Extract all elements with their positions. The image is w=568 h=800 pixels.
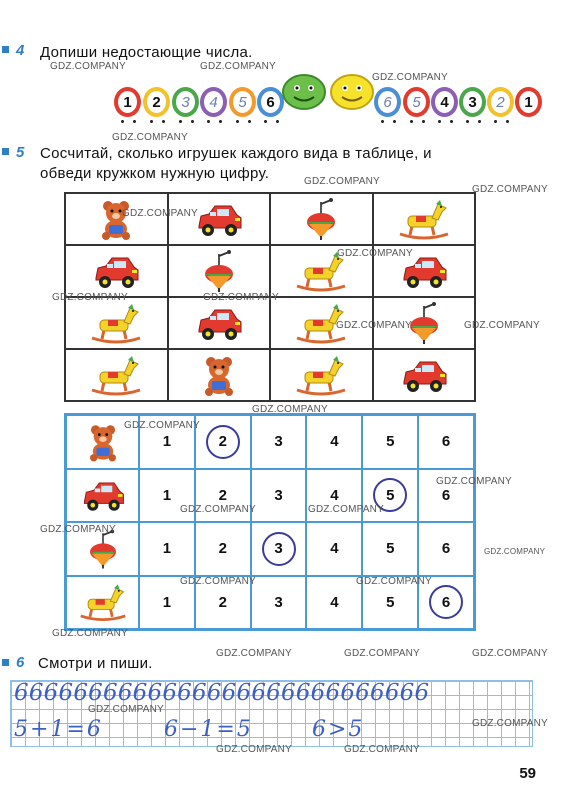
toy-cell	[168, 245, 271, 297]
count-option[interactable]: 4	[306, 576, 362, 630]
watermark: GDZ.COMPANY	[52, 292, 128, 303]
watermark: GDZ.COMPANY	[52, 628, 128, 639]
count-option[interactable]: 5	[362, 576, 418, 630]
toy-cell	[373, 349, 476, 401]
bear-icon	[88, 198, 144, 240]
watermark: GDZ.COMPANY	[203, 292, 279, 303]
count-option[interactable]: 1	[139, 576, 195, 630]
count-option[interactable]: 2	[195, 576, 251, 630]
car-icon	[191, 302, 247, 344]
watermark: GDZ.COMPANY	[216, 744, 292, 755]
watermark: GDZ.COMPANY	[436, 476, 512, 487]
bubble-4: 4	[200, 87, 227, 117]
count-option-circled[interactable]: 5	[362, 469, 418, 523]
caterpillar-yellow-head-icon	[328, 72, 376, 112]
watermark: GDZ.COMPANY	[372, 72, 448, 83]
toy-cell	[270, 193, 373, 245]
horse-icon	[396, 198, 452, 240]
task6-instruction: Смотри и пиши.	[38, 655, 153, 672]
watermark: GDZ.COMPANY	[472, 718, 548, 729]
task5-bullet	[2, 148, 9, 155]
count-table	[64, 413, 476, 631]
watermark: GDZ.COMPANY	[112, 132, 188, 143]
horse-icon	[88, 354, 144, 396]
toy-cell	[168, 297, 271, 349]
bear-icon	[77, 422, 129, 462]
watermark: GDZ.COMPANY	[180, 576, 256, 587]
count-option[interactable]: 2	[195, 522, 251, 576]
bear-icon	[191, 354, 247, 396]
count-option[interactable]: 3	[251, 469, 307, 523]
task4-instruction: Допиши недостающие числа.	[40, 44, 253, 61]
toy-cell	[65, 193, 168, 245]
top-icon	[191, 250, 247, 292]
watermark: GDZ.COMPANY	[356, 576, 432, 587]
watermark: GDZ.COMPANY	[464, 320, 540, 331]
toy-cell	[65, 349, 168, 401]
bubble-6: 6	[257, 87, 284, 117]
watermark: GDZ.COMPANY	[50, 61, 126, 72]
horse-icon	[77, 582, 129, 622]
count-option[interactable]: 1	[139, 415, 195, 469]
count-option[interactable]: 4	[306, 415, 362, 469]
watermark: GDZ.COMPANY	[40, 524, 116, 535]
row-toy-car	[66, 469, 139, 523]
count-option[interactable]: 3	[251, 576, 307, 630]
task4-number: 4	[16, 42, 25, 59]
watermark: GDZ.COMPANY	[216, 648, 292, 659]
bubble-3: 3	[172, 87, 199, 117]
car-icon	[88, 250, 144, 292]
handwritten-equation-3: 6>5	[312, 717, 365, 742]
count-option[interactable]: 4	[306, 469, 362, 523]
bubble-r2: 2	[487, 87, 514, 117]
watermark: GDZ.COMPANY	[180, 504, 256, 515]
count-option-circled[interactable]: 3	[251, 522, 307, 576]
watermark: GDZ.COMPANY	[308, 504, 384, 515]
handwritten-equation-2: 6−1=5	[164, 717, 253, 742]
toy-cell	[168, 193, 271, 245]
horse-icon	[293, 354, 349, 396]
toy-cell	[373, 193, 476, 245]
bubble-r5: 5	[403, 87, 430, 117]
watermark: GDZ.COMPANY	[122, 208, 198, 219]
toy-cell	[168, 349, 271, 401]
count-option-circled[interactable]: 6	[418, 576, 474, 630]
task5-instruction-line2: обведи кружком нужную цифру.	[40, 165, 270, 182]
toy-cell	[65, 297, 168, 349]
bubble-r1: 1	[515, 87, 542, 117]
car-icon	[396, 354, 452, 396]
watermark: GDZ.COMPANY	[484, 547, 546, 556]
bubble-r6: 6	[374, 87, 401, 117]
count-option[interactable]: 1	[139, 469, 195, 523]
watermark: GDZ.COMPANY	[344, 648, 420, 659]
car-icon	[77, 475, 129, 515]
bubble-2: 2	[143, 87, 170, 117]
count-option[interactable]: 3	[251, 415, 307, 469]
bubble-1: 1	[114, 87, 141, 117]
watermark: GDZ.COMPANY	[337, 248, 413, 259]
car-icon	[191, 198, 247, 240]
task5-number: 5	[16, 144, 25, 161]
count-option[interactable]: 5	[362, 522, 418, 576]
toy-cell	[270, 349, 373, 401]
count-option[interactable]: 4	[306, 522, 362, 576]
task6-number: 6	[16, 654, 25, 671]
task5-instruction-line1: Сосчитай, сколько игрушек каждого вида в таблице, и	[40, 145, 432, 162]
top-icon	[293, 198, 349, 240]
watermark: GDZ.COMPANY	[472, 184, 548, 195]
count-option[interactable]: 5	[362, 415, 418, 469]
page-number: 59	[519, 765, 536, 782]
watermark: GDZ.COMPANY	[344, 744, 420, 755]
handwritten-sixes: 6666666666666666666666666666	[14, 680, 430, 706]
watermark: GDZ.COMPANY	[88, 704, 164, 715]
count-option[interactable]: 6	[418, 522, 474, 576]
count-option[interactable]: 1	[139, 522, 195, 576]
watermark: GDZ.COMPANY	[200, 61, 276, 72]
bubble-r4: 4	[431, 87, 458, 117]
count-option-circled[interactable]: 2	[195, 415, 251, 469]
row-toy-horse	[66, 576, 139, 630]
horse-icon	[88, 302, 144, 344]
count-option[interactable]: 6	[418, 469, 474, 523]
caterpillar-green-head-icon	[280, 72, 328, 112]
watermark: GDZ.COMPANY	[252, 404, 328, 415]
count-option[interactable]: 2	[195, 469, 251, 523]
task6-bullet	[2, 659, 9, 666]
watermark: GDZ.COMPANY	[304, 176, 380, 187]
bubble-r3: 3	[459, 87, 486, 117]
handwritten-equation-1: 5+1=6	[14, 717, 103, 742]
count-option[interactable]: 6	[418, 415, 474, 469]
watermark: GDZ.COMPANY	[336, 320, 412, 331]
watermark: GDZ.COMPANY	[124, 420, 200, 431]
toy-cell	[65, 245, 168, 297]
bubble-5: 5	[229, 87, 256, 117]
task4-bullet	[2, 46, 9, 53]
watermark: GDZ.COMPANY	[472, 648, 548, 659]
